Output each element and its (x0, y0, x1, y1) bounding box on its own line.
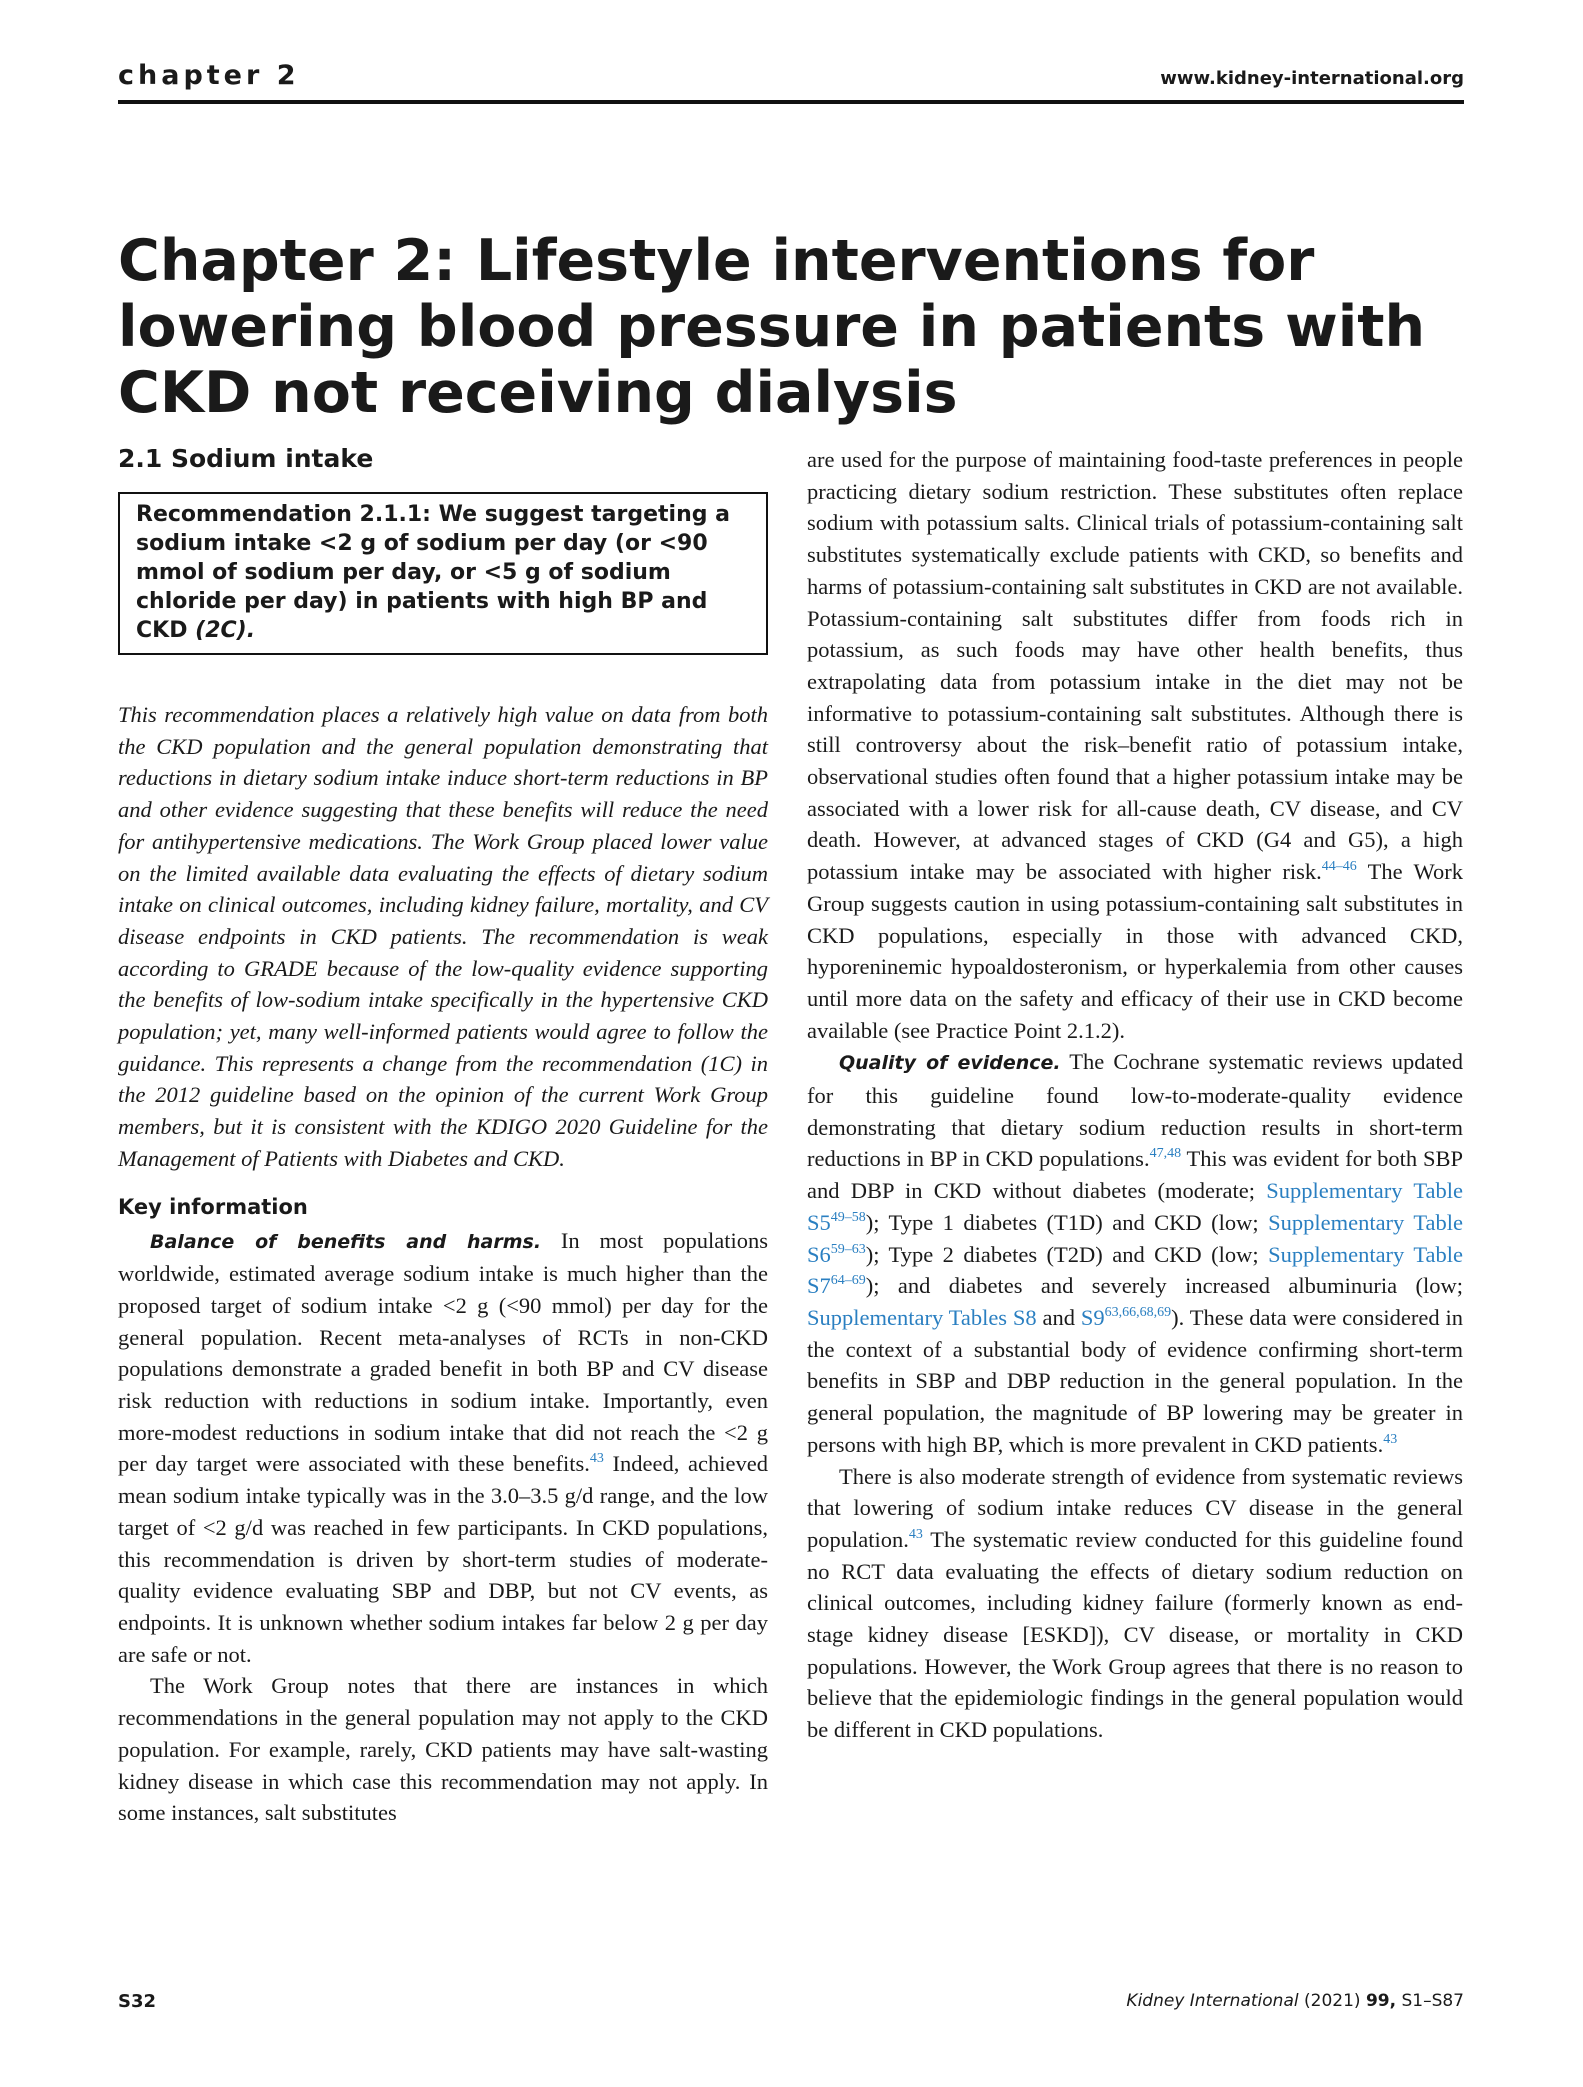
citation-ref[interactable]: 59–63 (830, 1241, 866, 1257)
supplementary-table-link-s5[interactable]: Supplementary Table S5 (807, 1178, 1463, 1235)
citation-ref[interactable]: 44–46 (1321, 859, 1357, 875)
key-information-heading: Key information (118, 1194, 308, 1219)
salt-substitute-paragraph: The Work Group notes that there are instances in which recommendations in the general population may not apply to the CKD population. For example, rarely, CKD patients may have salt-wasting kidney disease in which case this recommendation may not apply. In some instances, salt substitutes (118, 1673, 768, 1826)
journal-year: (2021) (1304, 1991, 1361, 2011)
moderate-text: There is also moderate strength of evidence from systematic reviews that lowering of sodium intake reduces CV disease in the general population. (807, 1463, 1463, 1552)
citation-ref[interactable]: 43 (589, 1451, 604, 1467)
right-column (807, 444, 1463, 1746)
journal-name: Kidney International (1126, 1991, 1299, 2011)
chapter-label: chapter 2 (118, 60, 300, 91)
quality-text: ); Type 2 diabetes (T2D) and CKD (low; (865, 1241, 1269, 1267)
page-number: S32 (118, 1991, 157, 2012)
section-heading: 2.1 Sodium intake (118, 444, 374, 473)
chapter-title: Chapter 2: Lifestyle interventions for lowering blood pressure in patients with CKD not receiving dialysis (118, 228, 1426, 426)
supplementary-table-link-s7[interactable]: Supplementary Table S7 (807, 1241, 1463, 1299)
continued-text-a: are used for the purpose of maintaining food-taste preferences in people practicing dietary sodium restriction. These substitutes often replace sodium with potassium salts. Clinical trials of potassium-containing salt substitutes systematically exclude patients with CKD, so benefits and harms of potassium-containing salt substitutes in CKD are not available. Potassium-containing salt substitutes differ from foods rich in potassium, as such foods may have other health benefits, thus extrapolating data from potassium intake in the diet may not be informative to potassium-containing salt substitutes. Although there is still controversy about the risk–benefit ratio of potassium intake, observational studies often found that a higher potassium intake may be associated with a lower risk for all-cause death, CV disease, and CV death. However, at advanced stages of CKD (G4 and G5), a high potassium intake may be associated with higher risk. (807, 447, 1463, 885)
journal-pages: S1–S87 (1401, 1991, 1464, 2011)
quality-text: and (1036, 1304, 1081, 1330)
journal-volume: 99, (1365, 1991, 1397, 2011)
balance-run-in-heading: Balance of benefits and harms. (150, 1230, 542, 1253)
citation-ref[interactable]: 49–58 (830, 1209, 866, 1225)
quality-text: ); and diabetes and severely increased albuminuria (low; (865, 1273, 1463, 1299)
supplementary-table-link-s9[interactable]: S9 (1080, 1304, 1105, 1330)
quality-of-evidence-paragraph (807, 1046, 1463, 1460)
citation-ref[interactable]: 43 (908, 1526, 923, 1542)
recommendation-grade: (2C). (195, 618, 256, 643)
recommendation-box (118, 492, 768, 655)
balance-text-b: Indeed, achieved mean sodium intake typically was in the 3.0–3.5 g/d range, and the low target of <2 g/d was reached in few participants. In CKD populations, this recommendation is driven by short-term studies of moderate-quality evidence evaluating SBP and DBP, but not CV events, as endpoints. It is unknown whether sodium intakes far below 2 g per day are safe or not. (118, 1451, 768, 1667)
citation-ref[interactable]: 43 (1383, 1431, 1398, 1447)
continued-paragraph (807, 444, 1463, 1046)
quality-text: This was evident for both SBP and DBP in CKD without diabetes (moderate; (807, 1146, 1463, 1204)
moderate-evidence-paragraph (807, 1461, 1463, 1746)
running-head (118, 60, 1464, 104)
continued-text-b: The Work Group suggests caution in using potassium-containing salt substitutes in CKD populations, especially in those with advanced CKD, hyporeninemic hypoaldosteronism, or hyperkalemia from other causes until more data on the safety and efficacy of their use in CKD become available (see Practice Point 2.1.2). (807, 859, 1463, 1043)
balance-text-a: In most populations worldwide, estimated average sodium intake is much higher than the proposed target of sodium intake <2 g (<90 mmol) per day for the general population. Recent meta-analyses of RCTs in non-CKD populations demonstrate a graded benefit in both BP and CV disease risk reduction with reductions in sodium intake. Importantly, even more-modest reductions in sodium intake that did not reach the <2 g per day target were associated with these benefits. (118, 1227, 769, 1477)
recommendation-text: Recommendation 2.1.1: We suggest targeting a sodium intake <2 g of sodium per day (or <90 mmol of sodium per day, or <5 g of sodium chloride per day) in patients with high BP and CKD (136, 502, 730, 643)
supplementary-table-link-s8[interactable]: Supplementary Tables S8 (807, 1304, 1037, 1330)
left-column (118, 444, 768, 1829)
balance-paragraph (118, 1225, 768, 1671)
moderate-text: The systematic review conducted for this guideline found no RCT data evaluating the effects of dietary sodium reduction on clinical outcomes, including kidney failure (formerly known as end-stage kidney disease [ESKD]), CV disease, or mortality in CKD populations. However, the Work Group agrees that there is no reason to believe that the epidemiologic findings in the general population would be different in CKD populations. (807, 1526, 1463, 1743)
quality-text: ); Type 1 diabetes (T1D) and CKD (low; (865, 1209, 1269, 1235)
quality-text: The Cochrane systematic reviews updated for this guideline found low-to-moderate-quality evidence demonstrating that dietary sodium reduction results in short-term reductions in BP in CKD populations. (807, 1049, 1463, 1172)
journal-citation (1126, 1991, 1464, 2011)
quality-run-in-heading: Quality of evidence. (839, 1052, 1061, 1075)
rationale-paragraph: This recommendation places a relatively high value on data from both the CKD population and the general population demonstrating that reductions in dietary sodium intake induce short-term reductions in BP and other evidence suggesting that these benefits will reduce the need for antihypertensive medications. The Work Group placed lower value on the limited available data evaluating the effects of dietary sodium intake on clinical outcomes, including kidney failure, mortality, and CV disease endpoints in CKD patients. The recommendation is weak according to GRADE because of the low-quality evidence supporting the benefits of low-sodium intake specifically in the hypertensive CKD population; yet, many well-informed patients would agree to follow the guidance. This represents a change from the recommendation (1C) in the 2012 guideline based on the opinion of the current Work Group members, but it is consistent with the KDIGO 2020 Guideline for the Management of Patients with Diabetes and CKD. (118, 702, 768, 1171)
journal-url: www.kidney-international.org (1160, 68, 1464, 89)
citation-ref[interactable]: 64–69 (830, 1273, 866, 1289)
supplementary-table-link-s6[interactable]: Supplementary Table S6 (807, 1209, 1463, 1267)
citation-ref[interactable]: 47,48 (1149, 1146, 1182, 1162)
citation-ref[interactable]: 63,66,68,69 (1104, 1304, 1172, 1320)
quality-text: ). These data were considered in the context of a substantial body of evidence confirming short-term benefits in SBP and DBP reduction in the general population. In the general population, the magnitude of BP lowering may be greater in persons with high BP, which is more prevalent in CKD patients. (807, 1304, 1463, 1457)
